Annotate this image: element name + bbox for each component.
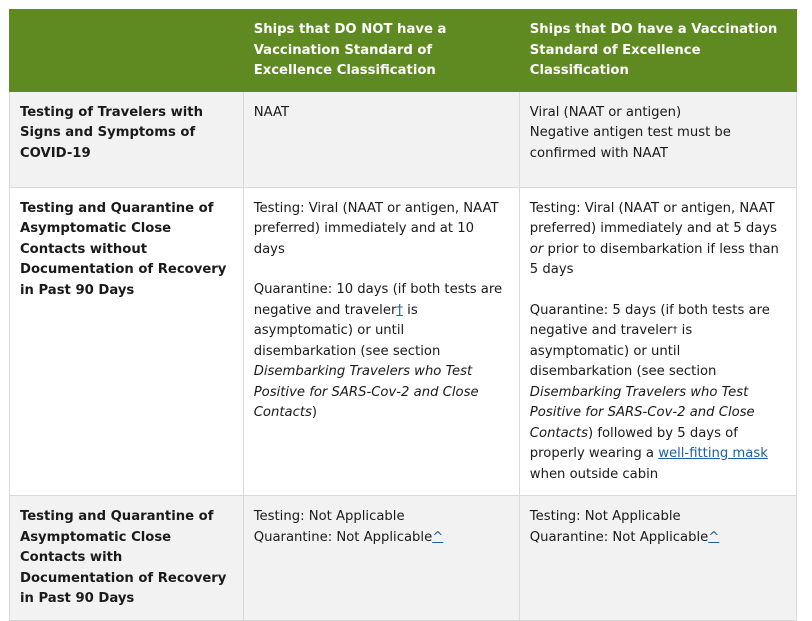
cell-text: Negative antigen test must be confirmed with NAAT (529, 125, 731, 161)
section-reference: Disembarking Travelers who Test Positive for SARS-Cov-2 and Close Contacts (253, 364, 479, 420)
row-label-symptomatic: Testing of Travelers with Signs and Symptoms of COVID-19 (10, 91, 244, 187)
table-row (10, 496, 797, 621)
cell-with-recovery-vse (519, 496, 796, 621)
quarantine-text: Quarantine: 5 days (if both tests are negative and traveler† is asymptomatic) or until disembarkation (see section Disembarking Travelers who Test Positive for SARS-Cov-2 and Close Contacts) followed by 5 days of properly wearing a well-fitting mask when outside cabin (529, 302, 770, 482)
header-cell-no-vse: Ships that DO NOT have a Vaccination Standard of Excellence Classification (243, 10, 519, 92)
table-header-row (10, 10, 797, 92)
cell-text: Testing: Not Applicable (529, 509, 681, 524)
cell-text: Testing: Not Applicable (253, 509, 405, 524)
caret-footnote-link[interactable]: ^ (432, 529, 444, 545)
quarantine-text: Quarantine: 10 days (if both tests are negative and traveler† is asymptomatic) or until disembarkation (see section Disembarking Travelers who Test Positive for SARS-Cov-2 and Close Contacts) (253, 282, 503, 420)
dagger-footnote: † (672, 325, 678, 336)
cell-symptomatic-no-vse (243, 91, 519, 187)
cell-text: Quarantine: Not Applicable^ (253, 529, 444, 545)
cell-without-recovery-vse (519, 187, 796, 496)
caret-footnote-link[interactable]: ^ (708, 529, 720, 545)
section-reference: Disembarking Travelers who Test Positive for SARS-Cov-2 and Close Contacts (529, 384, 755, 441)
cell-text: Viral (NAAT or antigen) (529, 104, 682, 120)
testing-text: Testing: Viral (NAAT or antigen, NAAT preferred) immediately and at 10 days (253, 200, 499, 257)
cell-text: Quarantine: Not Applicable^ (529, 529, 720, 545)
cell-with-recovery-no-vse (243, 496, 519, 621)
row-label-without-recovery: Testing and Quarantine of Asymptomatic Close Contacts without Documentation of Recovery in Past 90 Days (10, 187, 244, 496)
well-fitting-mask-link[interactable]: well-fitting mask (658, 446, 768, 461)
header-cell-vse: Ships that DO have a Vaccination Standard of Excellence Classification (519, 10, 796, 92)
cell-symptomatic-vse (519, 91, 796, 187)
cell-text: NAAT (253, 104, 290, 120)
testing-text: Testing: Viral (NAAT or antigen, NAAT preferred) immediately and at 5 days or prior to disembarkation if less than 5 days (529, 200, 779, 277)
row-label-with-recovery: Testing and Quarantine of Asymptomatic Close Contacts with Documentation of Recovery in Past 90 Days (10, 496, 244, 621)
table-row (10, 91, 797, 187)
cell-without-recovery-no-vse (243, 187, 519, 496)
dagger-footnote-link[interactable]: † (396, 302, 403, 318)
vaccination-guidance-table (9, 9, 797, 621)
table-row (10, 187, 797, 496)
header-cell-empty (10, 10, 244, 92)
